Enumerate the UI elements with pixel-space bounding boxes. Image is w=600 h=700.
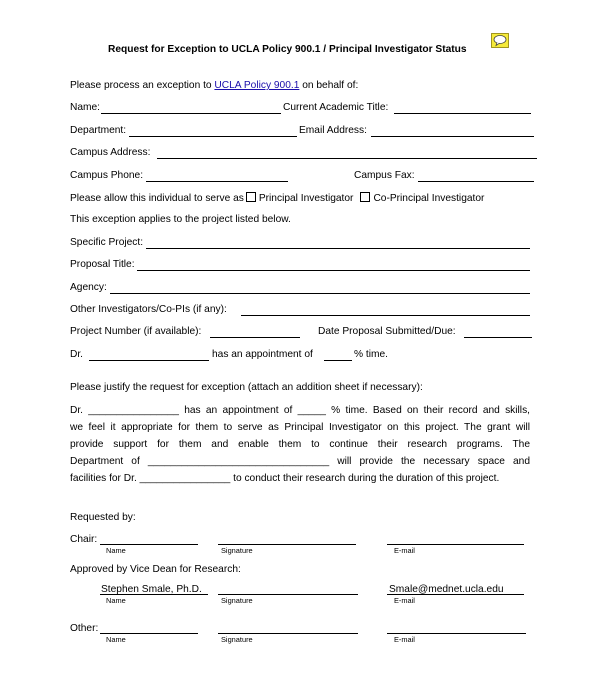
specific-project-label: Specific Project: — [70, 237, 144, 248]
chair-name-caption: Name — [106, 546, 126, 555]
academic-title-field[interactable] — [394, 113, 531, 114]
vice-dean-signature-caption: Signature — [221, 596, 253, 605]
justification-line: Department of ________________________________ will provide the necessary space and — [70, 456, 530, 467]
vice-dean-name: Stephen Smale, Ph.D. — [101, 584, 202, 595]
appointment-percent-field[interactable] — [324, 360, 352, 361]
requested-by-label: Requested by: — [70, 512, 136, 523]
other-email-caption: E-mail — [394, 635, 415, 644]
campus-address-field[interactable] — [157, 158, 537, 159]
pi-checkbox[interactable] — [246, 192, 256, 202]
justification-paragraph — [70, 402, 530, 487]
chair-name-field[interactable] — [100, 544, 198, 545]
project-number-field[interactable] — [210, 337, 300, 338]
dr-name-field[interactable] — [89, 360, 209, 361]
vice-dean-email-line — [387, 594, 524, 595]
other-name-caption: Name — [106, 635, 126, 644]
campus-address-label: Campus Address: — [70, 147, 151, 158]
proposal-title-label: Proposal Title: — [70, 259, 135, 270]
copi-option-label: Co-Principal Investigator — [373, 193, 485, 204]
other-email-field[interactable] — [387, 633, 526, 634]
form-title: Request for Exception to UCLA Policy 900.1 / Principal Investigator Status — [108, 44, 467, 55]
allow-text: Please allow this individual to serve as — [70, 193, 244, 204]
pi-option-label: Principal Investigator — [258, 193, 354, 204]
copi-checkbox[interactable] — [360, 192, 370, 202]
allow-row — [70, 192, 484, 204]
date-submitted-field[interactable] — [464, 337, 532, 338]
name-field[interactable] — [101, 113, 281, 114]
campus-phone-field[interactable] — [146, 181, 288, 182]
vice-dean-email: Smale@mednet.ucla.edu — [389, 584, 504, 595]
email-field[interactable] — [371, 136, 534, 137]
policy-link[interactable]: UCLA Policy 900.1 — [214, 80, 300, 91]
other-signature-caption: Signature — [221, 635, 253, 644]
chair-email-caption: E-mail — [394, 546, 415, 555]
approved-by-label: Approved by Vice Dean for Research: — [70, 564, 241, 575]
justification-line: facilities for Dr. ________________ to conduct their research during the duration of this project. — [70, 473, 500, 484]
chair-label: Chair: — [70, 534, 98, 545]
agency-field[interactable] — [110, 293, 530, 294]
project-number-label: Project Number (if available): — [70, 326, 202, 337]
comment-icon[interactable] — [491, 33, 509, 48]
vice-dean-email-caption: E-mail — [394, 596, 415, 605]
justification-line: provide support for them and enable them to continue their research programs. The — [70, 439, 530, 450]
appointment-text: has an appointment of — [212, 349, 313, 360]
campus-fax-field[interactable] — [418, 181, 534, 182]
percent-time-text: % time. — [354, 349, 388, 360]
vice-dean-signature-field[interactable] — [218, 594, 358, 595]
vice-dean-name-caption: Name — [106, 596, 126, 605]
dr-prefix: Dr. — [70, 349, 84, 360]
email-label: Email Address: — [299, 125, 367, 136]
department-label: Department: — [70, 125, 127, 136]
justification-line: we feel it appropriate for them to serve as Principal Investigator on this project. The grant will — [70, 422, 530, 433]
applies-text: This exception applies to the project listed below. — [70, 214, 291, 225]
other-signature-field[interactable] — [218, 633, 358, 634]
intro-after: on behalf of: — [299, 80, 359, 91]
chair-email-field[interactable] — [387, 544, 524, 545]
other-label: Other: — [70, 623, 99, 634]
vice-dean-name-line — [100, 594, 208, 595]
date-submitted-label: Date Proposal Submitted/Due: — [318, 326, 456, 337]
campus-fax-label: Campus Fax: — [354, 170, 415, 181]
proposal-title-field[interactable] — [137, 270, 530, 271]
intro-before: Please process an exception to — [70, 80, 215, 91]
chair-signature-field[interactable] — [218, 544, 356, 545]
justification-line: Dr. ________________ has an appointment of _____ % time. Based on their record and skills, — [70, 405, 530, 416]
chair-signature-caption: Signature — [221, 546, 253, 555]
campus-phone-label: Campus Phone: — [70, 170, 144, 181]
justify-heading: Please justify the request for exception (attach an addition sheet if necessary): — [70, 382, 423, 393]
academic-title-label: Current Academic Title: — [283, 102, 389, 113]
other-name-field[interactable] — [100, 633, 198, 634]
agency-label: Agency: — [70, 282, 107, 293]
department-field[interactable] — [129, 136, 297, 137]
specific-project-field[interactable] — [146, 248, 530, 249]
name-label: Name: — [70, 102, 101, 113]
intro-text — [70, 80, 358, 91]
other-investigators-label: Other Investigators/Co-PIs (if any): — [70, 304, 227, 315]
other-investigators-field[interactable] — [241, 315, 530, 316]
